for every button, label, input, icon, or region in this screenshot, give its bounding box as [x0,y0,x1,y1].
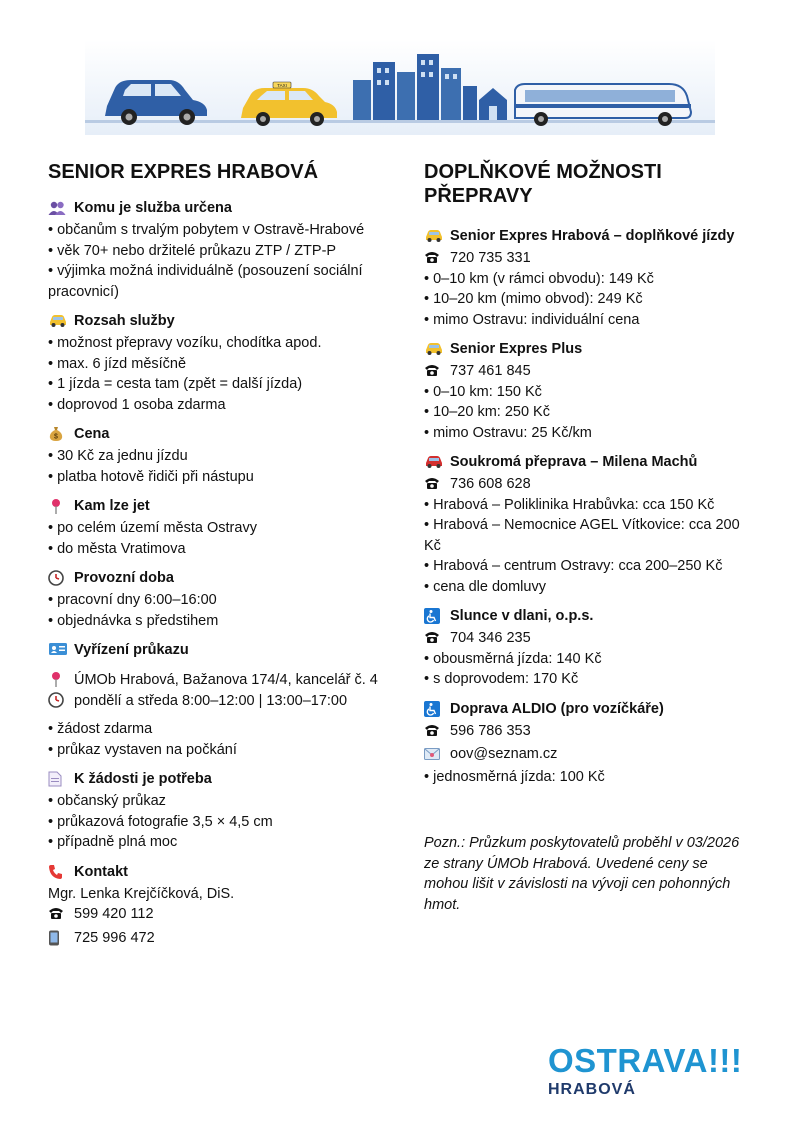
provider-private-transport: Soukromá přeprava – Milena Machů 736 608 628 • Hrabová – Poliklinika Hrabůvka: cca 150 Kč • Hrabová – Nemocnice AGEL Vítkovice: cca 200 Kč • Hrabová – centrum Ostravy: cca 200–250 Kč • cena dle domluvy [424,452,754,597]
provider-slunce-v-dlani: Slunce v dlani, o.p.s. 704 346 235 • obousměrná jízda: 140 Kč • s doprovodem: 170 Kč [424,606,754,690]
list-item: • možnost přepravy vozíku, chodítka apod. [48,335,322,351]
telephone-icon [48,906,68,922]
list-item: • max. 6 jízd měsíčně [48,355,187,372]
right-column [424,160,754,915]
list-item: • Hrabová – Poliklinika Hrabůvka: cca 150 Kč [424,496,715,513]
section-service-scope: Rozsah služby • možnost přepravy vozíku, chodítka apod. • max. 6 jízd měsíčně • 1 jízda = cesta tam (zpět = další jízda) • doprovod 1 osoba zdarma [48,311,378,415]
telephone-icon [424,476,444,492]
telephone-icon [424,250,444,266]
list-item: • objednávka s předstihem [48,612,219,629]
list-item: • doprovod 1 osoba zdarma [48,396,226,413]
list-item: • průkazová fotografie 3,5 × 4,5 cm [48,813,273,830]
wheelchair-icon [424,701,444,717]
taxi-icon [424,228,444,244]
section-price: $ Cena • 30 Kč za jednu jízdu • platba hotově řidiči při nástupu [48,424,378,487]
list-item: • výjimka možná individuálně (posouzení sociální pracovnicí) [48,263,363,300]
clock-icon [48,692,68,708]
car-icon [424,454,444,470]
mobile-phone-icon [48,930,68,946]
list-item: • 0–10 km: 150 Kč [424,383,542,400]
left-column [48,160,378,957]
provider-aldio: Doprava ALDIO (pro vozíčkáře) 596 786 353 oov@seznam.cz • jednosměrná jízda: 100 Kč [424,699,754,788]
list-item: • Hrabová – Nemocnice AGEL Vítkovice: cca 200 Kč [424,517,740,554]
list-item: • mimo Ostravu: individuální cena [424,311,640,328]
list-item: • 0–10 km (v rámci obvodu): 149 Kč [424,270,654,287]
office-hours: pondělí a středa 8:00–12:00 | 13:00–17:00 [48,691,378,712]
provider-phone: 736 608 628 [424,474,754,495]
ostrava-hrabova-logo [548,1043,758,1099]
section-target-group: Komu je služba určena • občanům s trvalým pobytem v Ostravě-Hrabové • věk 70+ nebo držitelé průkazu ZTP / ZTP-P • výjimka možná individuálně (posouzení sociální pracovnicí) [48,198,378,302]
provider-senior-expres-plus: Senior Expres Plus 737 461 845 • 0–10 km: 150 Kč • 10–20 km: 250 Kč • mimo Ostravu: 25 Kč/km [424,339,754,443]
pin-icon [48,671,68,687]
provider-phone: 737 461 845 [424,361,754,382]
list-item: • platba hotově řidiči při nástupu [48,468,254,485]
taxi-icon [48,313,68,329]
list-item: • věk 70+ nebo držitelé průkazu ZTP / ZTP-P [48,242,337,259]
clock-icon [48,570,68,586]
envelope-icon [424,746,444,762]
list-item: • obousměrná jízda: 140 Kč [424,650,602,667]
pin-icon [48,498,68,514]
list-item: • s doprovodem: 170 Kč [424,671,579,687]
list-item: • 1 jízda = cesta tam (zpět = další jízda) [48,376,303,392]
section-contact: Kontakt Mgr. Lenka Krejčíčková, DiS. 599 420 112 725 996 472 [48,862,378,949]
wheelchair-icon [424,608,444,624]
list-item: • 10–20 km (mimo obvod): 249 Kč [424,291,643,307]
list-item: • cena dle domluvy [424,578,546,595]
section-requirements: K žádosti je potřeba • občanský průkaz • průkazová fotografie 3,5 × 4,5 cm • případně plná moc [48,769,378,853]
list-item: • do města Vratimova [48,540,186,557]
section-operating-hours: Provozní doba • pracovní dny 6:00–16:00 • objednávka s předstihem [48,568,378,631]
contact-mobile: 725 996 472 [48,928,378,949]
telephone-icon [424,363,444,379]
logo-main: OSTRAVA!!! [548,1042,743,1079]
list-item: • průkaz vystaven na počkání [48,741,237,758]
contact-phone: 599 420 112 [48,904,378,925]
list-item: • 30 Kč za jednu jízdu [48,448,188,464]
transport-banner-illustration [85,40,715,135]
section-card-issuance: Vyřízení průkazu ÚMOb Hrabová, Bažanova 174/4, kancelář č. 4 pondělí a středa 8:00–12:00 | 13:00–17:00 • žádost zdarma • průkaz vystaven na počkání [48,640,378,760]
provider-email: oov@seznam.cz [424,744,754,765]
list-item: • pracovní dny 6:00–16:00 [48,592,217,608]
telephone-icon [424,723,444,739]
provider-senior-expres-extra: Senior Expres Hrabová – doplňkové jízdy 720 735 331 • 0–10 km (v rámci obvodu): 149 Kč • 10–20 km (mimo obvod): 249 Kč • mimo Ostravu: individuální cena [424,226,754,330]
list-item: • jednosměrná jízda: 100 Kč [424,768,605,785]
survey-note: Pozn.: Průzkum poskytovatelů proběhl v 03/2026 ze strany ÚMOb Hrabová. Uvedené ceny se mohou lišit v závislosti na vývoji cen pohonných hmot. [424,835,740,913]
provider-phone: 720 735 331 [424,248,754,269]
list-item: • mimo Ostravu: 25 Kč/km [424,424,592,441]
phone-receiver-icon [48,864,68,880]
list-item: • 10–20 km: 250 Kč [424,404,550,420]
list-item: • občanský průkaz [48,793,166,809]
provider-phone: 704 346 235 [424,628,754,649]
svg-text:$: $ [54,433,58,441]
left-title: SENIOR EXPRES HRABOVÁ [48,161,319,183]
right-title: DOPLŇKOVÉ MOŽNOSTI PŘEPRAVY [424,161,662,207]
provider-phone: 596 786 353 [424,721,754,742]
id-card-icon [48,642,68,658]
telephone-icon [424,630,444,646]
contact-name: Mgr. Lenka Krejčíčková, DiS. [48,885,235,902]
section-destinations: Kam lze jet • po celém území města Ostravy • do města Vratimova [48,496,378,559]
list-item: • případně plná moc [48,834,178,850]
list-item: • občanům s trvalým pobytem v Ostravě-Hrabové [48,222,365,238]
list-item: • žádost zdarma [48,721,153,737]
taxi-sign: TAXI [277,83,287,88]
taxi-icon [424,341,444,357]
office-address: ÚMOb Hrabová, Bažanova 174/4, kancelář č. 4 [48,670,378,691]
money-bag-icon [48,426,68,442]
list-item: • po celém území města Ostravy [48,520,257,536]
document-icon [48,771,68,787]
list-item: • Hrabová – centrum Ostravy: cca 200–250 Kč [424,558,723,574]
logo-sub: HRABOVÁ [548,1081,636,1098]
people-icon [48,200,68,216]
